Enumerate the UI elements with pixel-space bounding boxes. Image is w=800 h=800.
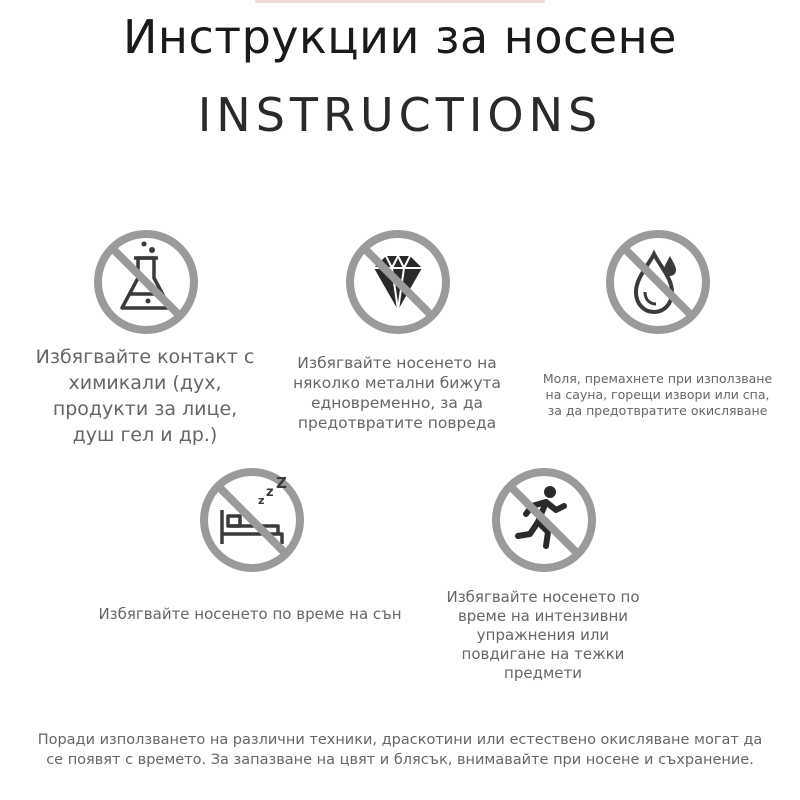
caption-line: душ гел и др.) [72,424,218,446]
svg-text:z: z [266,485,274,500]
page-subtitle: INSTRUCTIONS [197,88,603,142]
caption-line: за да предотвратите окисляване [547,403,768,418]
diamond-icon [344,228,452,336]
water-drop-icon [604,228,712,336]
caption-line: упражнения или [476,626,610,644]
caption-multiple-jewelry [272,353,522,433]
caption-line: Избягвайте контакт с [35,346,255,368]
footer-note [20,730,780,770]
sleep-bed-icon [198,466,306,574]
caption-line: предотвратите повреда [297,414,497,432]
caption-sleep [60,604,440,624]
caption-line: химикали (дух, [68,372,222,394]
running-person-icon [490,466,598,574]
page-title: Инструкции за носене [123,10,677,64]
caption-line: Избягвайте носенето по [446,588,640,606]
svg-text:z: z [258,494,265,507]
caption-line: на сауна, горещи извори или спа, [545,387,770,402]
caption-line: повдигане на тежки [461,645,625,663]
caption-line: Избягвайте носенето по време на сън [98,605,402,623]
caption-line: продукти за лице, [52,398,238,420]
caption-sauna [535,371,780,419]
caption-chemicals [20,344,270,448]
caption-line: едновременно, за да [310,394,484,412]
top-accent-bar [255,0,545,3]
caption-exercise [428,588,658,683]
caption-line: Избягвайте носенето на [297,354,497,372]
svg-text:Z: Z [276,474,287,492]
footer-line: се появят с времето. За запазване на цвят и блясък, внимавайте при носене и съхранение. [46,752,754,768]
caption-line: предмети [504,664,582,682]
caption-line: Моля, премахнете при използване [542,371,773,386]
footer-line: Поради използването на различни техники, драскотини или естествено окисляване могат да [37,732,763,748]
caption-line: време на интензивни [457,607,629,625]
chemical-flask-icon [92,228,200,336]
caption-line: няколко метални бижута [292,374,502,392]
